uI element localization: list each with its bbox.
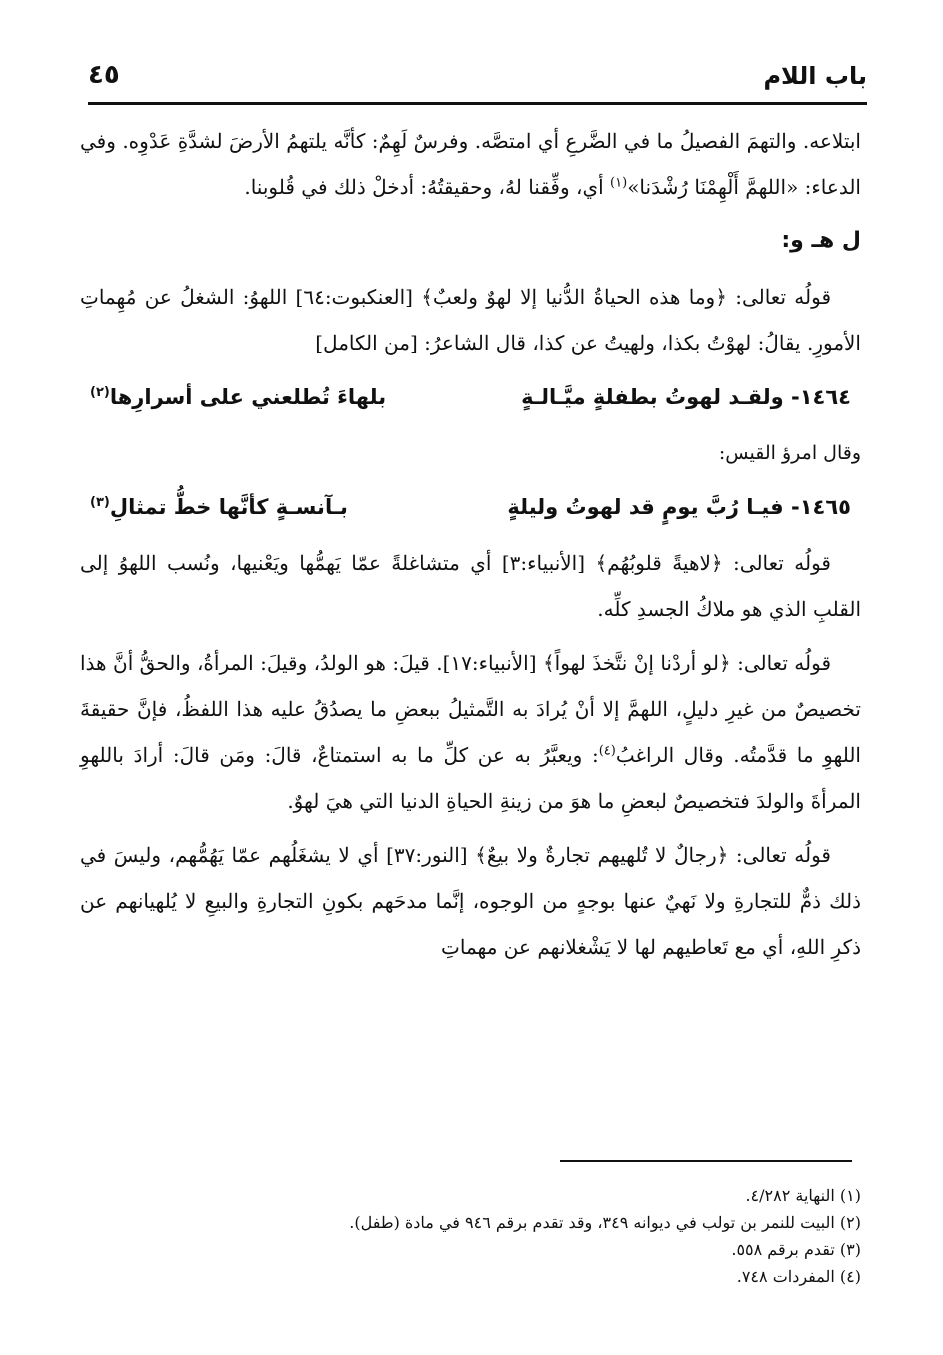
paragraph-1-tail: أي، وفِّقنا لهُ، وحقيقتُهُ: أدخلْ ذلك في قُلوبنا. xyxy=(244,175,611,199)
verse-1465-second-hemistich xyxy=(90,484,348,530)
hemistich-text: بـآنسـةٍ كأنَّها خطُّ تمثالِ xyxy=(109,495,348,519)
footnote-4: (٤) المفردات ٧٤٨. xyxy=(736,1267,861,1286)
page-number: ٤٥ xyxy=(88,60,120,90)
paragraph-1-text: ابتلاعه. والتهمَ الفصيلُ ما في الضَّرعِ أي امتصَّه. وفرسٌ لَهِمٌ: كأنَّه يلتهمُ الأرضَ لشدَّةِ عَدْوِه. وفي الدعاء: «اللهمَّ أَلْهِمْنَا رُشْدَنا» xyxy=(80,129,861,199)
paragraph-5-text: قولُه تعالى: ﴿لو أردْنا إنْ نتَّخذَ لهواً﴾ [الأنبياء:١٧]. قيلَ: هو الولدُ، وقيلَ: المرأةُ، والحقُّ أنَّ هذا تخصيصٌ من غيرِ دليلٍ، اللهمَّ إلا أنْ يُرادَ به التَّمثيلُ ببعضِ ما يصدُقُ عليه هذا اللفظُ، فإنَّ حقيقةَ اللهوِ ما قدَّمتُه. وقال الراغبُ xyxy=(80,651,861,767)
chapter-title: باب اللام xyxy=(763,62,867,90)
paragraph-6: قولُه تعالى: ﴿رجالٌ لا تُلهيهم تجارةٌ ولا بيعٌ﴾ [النور:٣٧] أي لا يشغَلُهم عمّا يَهُمُّهم، وليسَ في ذلك ذمٌّ للتجارةِ ولا نَهيٌ عنها بوجهٍ من الوجوه، إنَّما مدحَهم بكونِ التجارةِ والبيعِ لا يُلهيانهم عن ذكرِ اللهِ، أي مع تَعاطيهم لها لا يَشْغلانهم عن مهماتِ xyxy=(80,843,861,959)
verse-1464 xyxy=(80,374,861,420)
running-header xyxy=(88,58,867,98)
footnote-3: (٣) تقدم برقم ٥٥٨. xyxy=(731,1240,861,1259)
hemistich-text: فيـا رُبَّ يومٍ قد لهوتُ وليلةٍ xyxy=(507,495,784,519)
paragraph-2: قولُه تعالى: ﴿وما هذه الحياةُ الدُّنيا إلا لهوٌ ولعبٌ﴾ [العنكبوت:٦٤] اللهوُ: الشغلُ عن مُهِماتِ الأمورِ. يقالُ: لهوْتُ بكذا، ولهيتُ عن كذا، قال الشاعرُ: [من الكامل] xyxy=(80,285,861,355)
verse-1465 xyxy=(80,484,861,530)
paragraph-4: قولُه تعالى: ﴿لاهيةً قلوبُهُم﴾ [الأنبياء:٣] أي متشاغلةً عمّا يَهمُّها ويَعْنيها، ونُسب اللهوُ إلى القلبِ الذي هو ملاكُ الجسدِ كلِّه. xyxy=(80,551,861,621)
hemistich-text: بلهاءَ تُطلعني على أسرارِها xyxy=(109,385,387,409)
footnote-ref-2[interactable]: (٢) xyxy=(90,385,110,400)
header-rule xyxy=(88,102,867,105)
footnote-1: (١) النهاية ٤/٢٨٢. xyxy=(745,1186,861,1205)
verse-number: ١٤٦٤- xyxy=(783,385,851,409)
verse-1464-second-hemistich xyxy=(90,374,386,420)
footnote-ref-4[interactable]: (٤) xyxy=(598,743,616,759)
footnote-ref-3[interactable]: (٣) xyxy=(90,495,110,510)
verse-1465-first-hemistich xyxy=(507,484,851,530)
verse-number: ١٤٦٥- xyxy=(783,495,851,519)
footnotes xyxy=(81,1182,861,1290)
paragraph-3: وقال امرؤ القيس: xyxy=(718,442,861,464)
main-text xyxy=(80,118,861,978)
verse-1464-first-hemistich xyxy=(521,374,851,420)
footnote-separator xyxy=(560,1160,852,1162)
footnote-2: (٢) البيت للنمر بن تولب في ديوانه ٣٤٩، وقد تقدم برقم ٩٤٦ في مادة (طفل). xyxy=(349,1213,861,1232)
root-heading: ل هـ و: xyxy=(781,228,861,253)
paragraph-5 xyxy=(80,640,861,824)
paragraph-1 xyxy=(80,118,861,210)
paragraph-5-tail: : ويعبَّرُ به عن كلِّ ما به استمتاعٌ، قالَ: ومَن قالَ: أرادَ باللهوِ المرأةَ والولدَ فتخصيصٌ لبعضِ ما هوَ من زينةِ الحياةِ الدنيا التي هيَ لهوٌ. xyxy=(80,743,861,813)
hemistich-text: ولقـد لهوتُ بطفلةٍ ميَّـالـةٍ xyxy=(521,385,784,409)
footnote-ref-1[interactable]: (١) xyxy=(610,175,628,191)
